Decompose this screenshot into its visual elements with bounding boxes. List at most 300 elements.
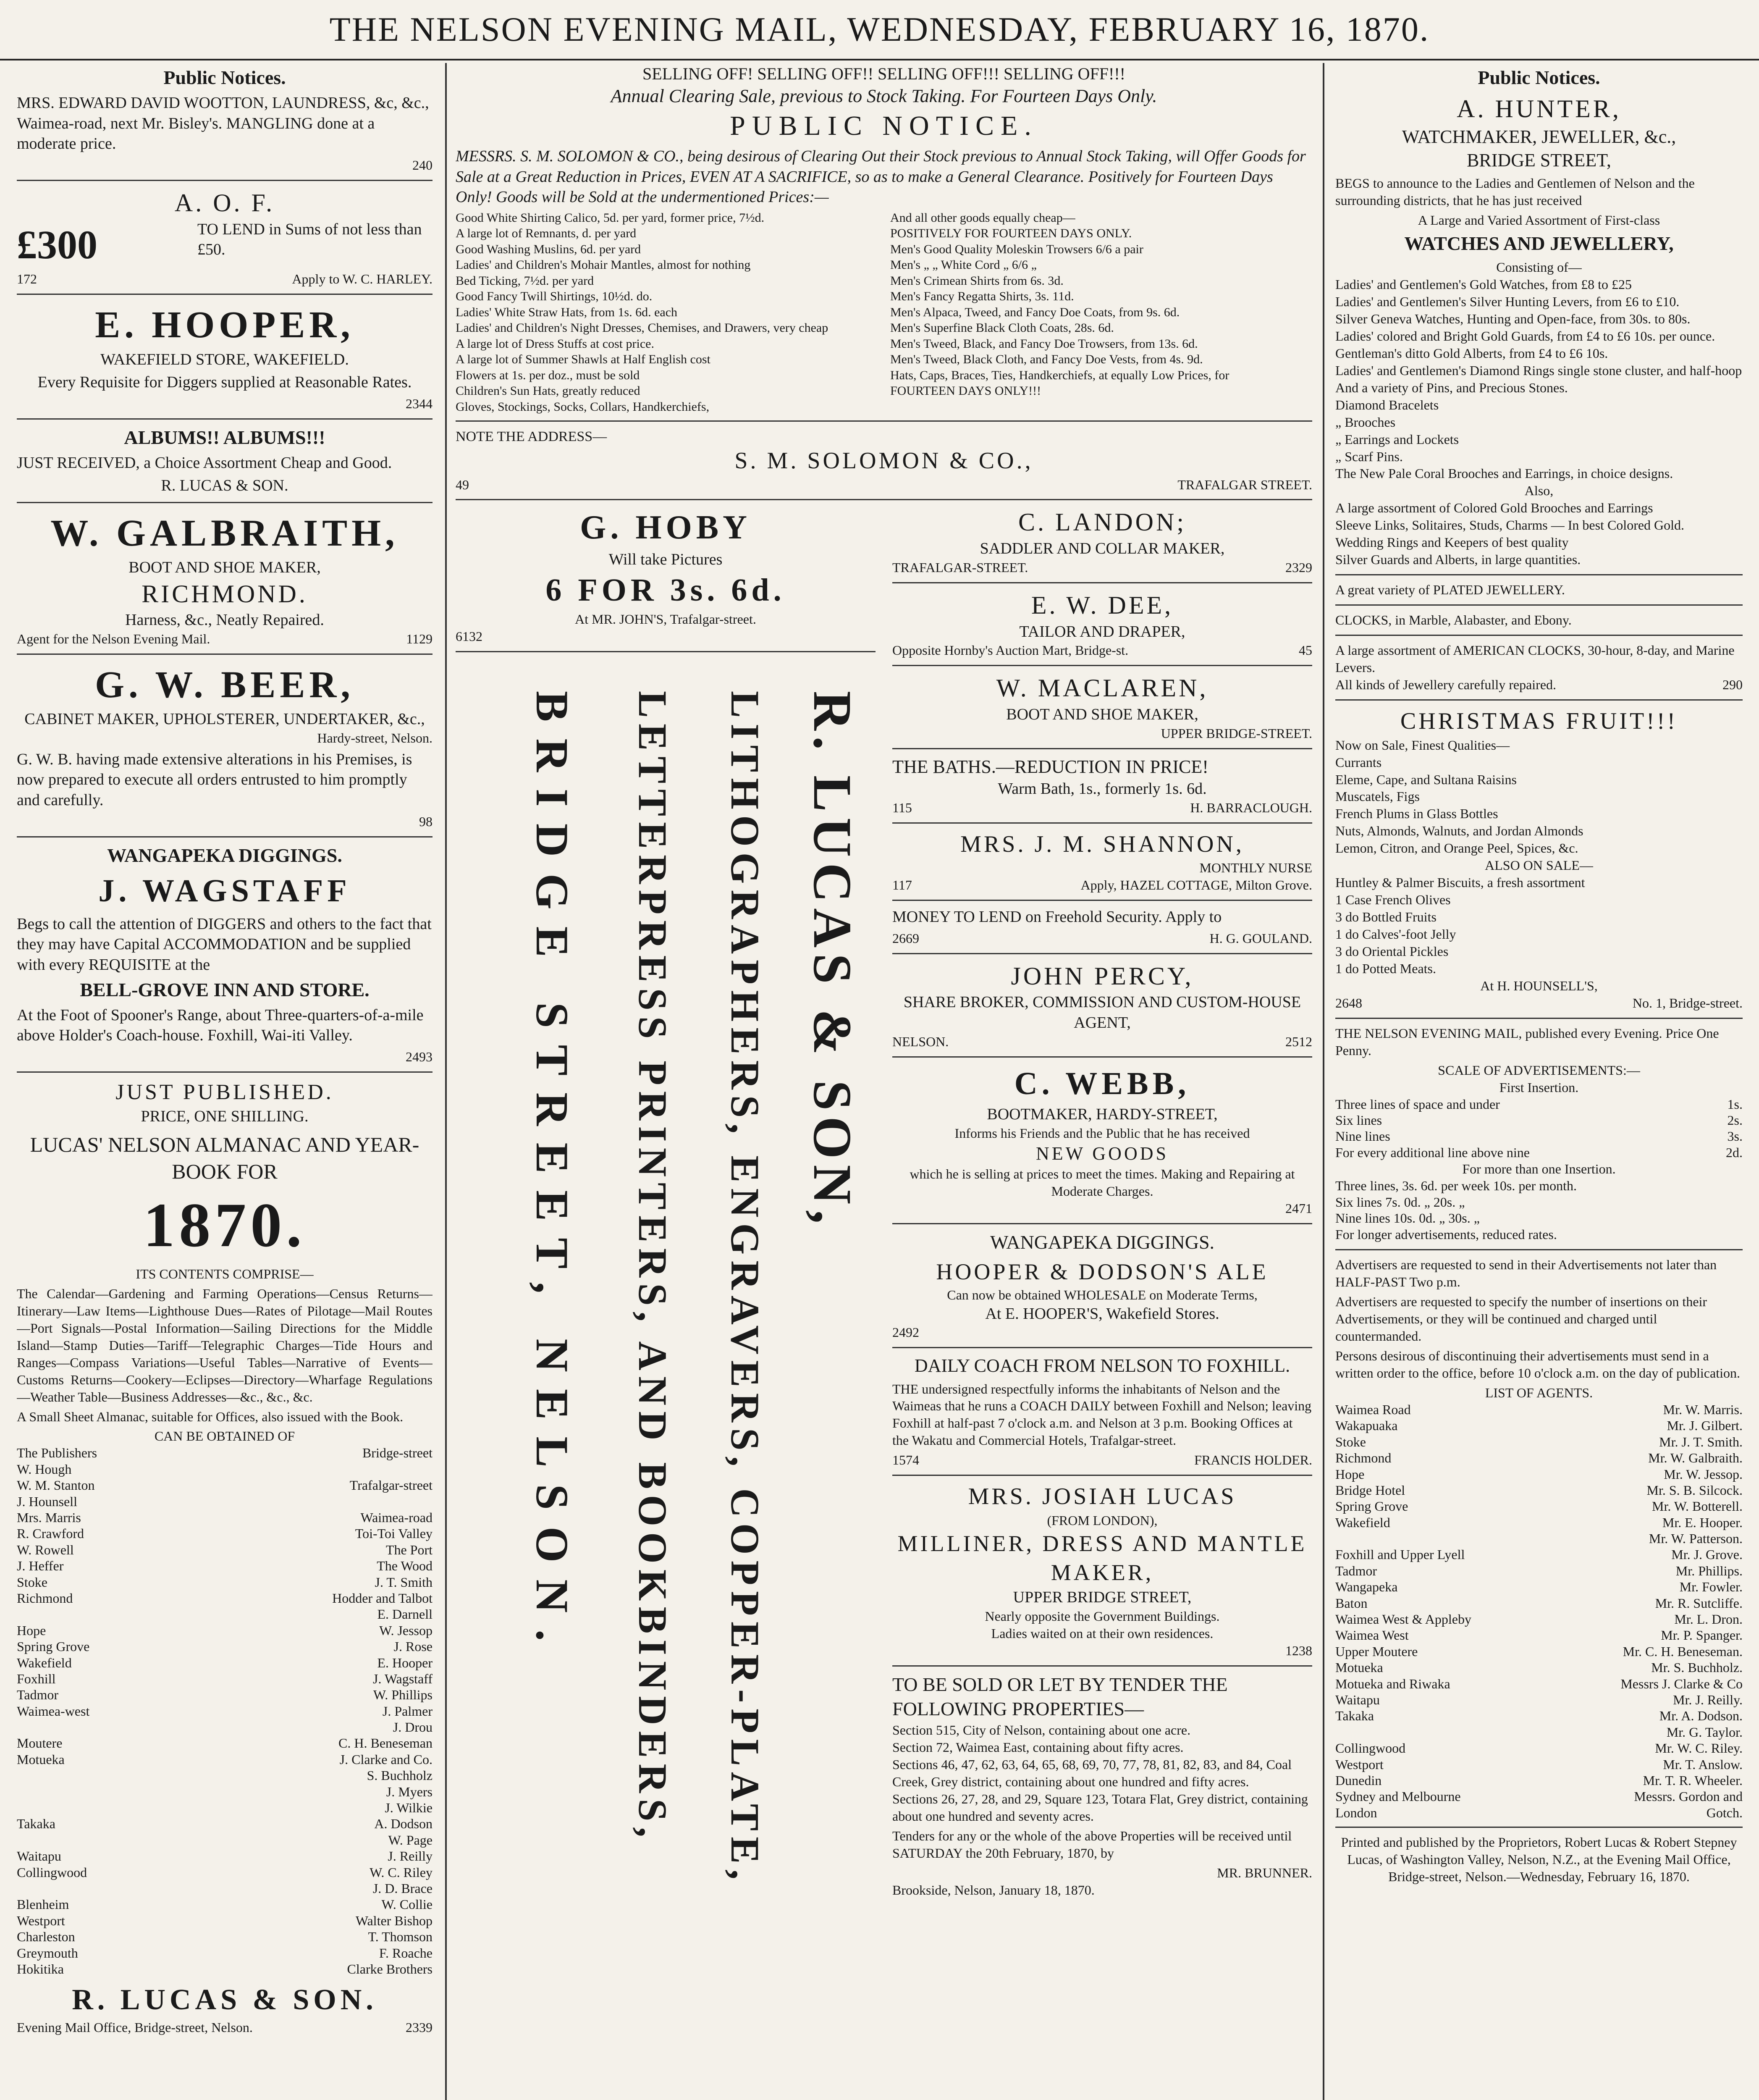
agent-row <box>1335 1805 1743 1821</box>
also: Also, <box>1524 483 1554 499</box>
agent-row <box>17 1703 433 1719</box>
shannon-trade: MONTHLY NURSE <box>1199 860 1312 876</box>
agent-row <box>17 1896 433 1912</box>
tender-text: Tenders for any or the whole of the above Properties will be received until SATURDAY the 20th February, 1870, by <box>892 1828 1292 1861</box>
maclaren-name: W. MACLAREN, <box>996 674 1208 702</box>
contents-heading: ITS CONTENTS COMPRISE— <box>136 1266 314 1281</box>
goods-left <box>456 210 878 415</box>
agent-row-key: Wangapeka <box>1335 1579 1398 1595</box>
agent-row-key: Westport <box>1335 1756 1384 1772</box>
sale-item: 1 do Potted Meats. <box>1335 961 1436 976</box>
agent-row-key: Sydney and Melbourne <box>1335 1789 1461 1804</box>
agent-row-key: Waimea-west <box>17 1703 90 1719</box>
landon-trade: SADDLER AND COLLAR MAKER, <box>980 540 1225 558</box>
lucas-footer <box>17 2019 433 2036</box>
goods-item: Men's Tweed, Black, and Fancy Doe Trowsers, from 13s. 6d. <box>890 336 1198 351</box>
divider <box>17 180 433 181</box>
divider <box>456 499 1312 500</box>
agent-row <box>1335 1676 1743 1692</box>
lucas-from: (FROM LONDON), <box>1047 1512 1158 1528</box>
american: A large assortment of AMERICAN CLOCKS, 30-hour, 8-day, and Marine Levers. <box>1335 643 1735 675</box>
agent-row-value: J. Wilkie <box>385 1800 433 1816</box>
agent-row-value: Bridge-street <box>362 1445 433 1461</box>
agent-row-key: R. Crawford <box>17 1526 84 1541</box>
lucas-signature: R. LUCAS & SON. <box>72 1984 377 2016</box>
baths-footer <box>892 799 1312 816</box>
agent-row-key: Blenheim <box>17 1897 69 1912</box>
agent-row-value: E. Darnell <box>377 1606 433 1622</box>
wootton-ad: MRS. EDWARD DAVID WOOTTON, LAUNDRESS, &c, &c., Waimea-road, next Mr. Bisley's. MANGLING done at a moderate price. <box>17 94 429 153</box>
notice3: Persons desirous of discontinuing their advertisements must send in a written order to the office, before 10 o'clock a.m. on the day of publication. <box>1335 1348 1740 1381</box>
agent-row <box>17 1800 433 1816</box>
agents-heading: LIST OF AGENTS. <box>1485 1385 1593 1400</box>
agent-row <box>17 1864 433 1880</box>
agent-row <box>1335 1482 1743 1498</box>
divider <box>1335 635 1743 636</box>
xmas-item: Nuts, Almonds, Walnuts, and Jordan Almonds <box>1335 823 1583 839</box>
scale-heading: SCALE OF ADVERTISEMENTS:— <box>1438 1062 1640 1078</box>
almanac-year: 1870. <box>143 1190 306 1260</box>
goods-item: Flowers at 1s. per doz., must be sold <box>456 368 640 382</box>
agent-list <box>1335 1402 1743 1821</box>
agent-row-key: Waitapu <box>1335 1692 1380 1707</box>
goods-item: Bed Ticking, 7½d. per yard <box>456 273 594 288</box>
hunter-street: BRIDGE STREET, <box>1467 150 1611 171</box>
agent-row <box>1335 1724 1743 1740</box>
agent-row-key: Moutere <box>17 1735 63 1751</box>
shannon-apply: Apply, HAZEL COTTAGE, Milton Grove. <box>1080 877 1312 893</box>
hooper-text: Every Requisite for Diggers supplied at Reasonable Rates. <box>37 373 412 391</box>
agent-row-key: Richmond <box>1335 1450 1392 1466</box>
agent-row <box>1335 1498 1743 1514</box>
agent-row-value: Mr. J. Reilly. <box>1673 1692 1743 1707</box>
agent-row-key: Baton <box>1335 1595 1368 1611</box>
divider <box>1335 604 1743 606</box>
vertical-line: R. LUCAS & SON, <box>802 691 862 1230</box>
agent-row <box>17 1848 433 1864</box>
galbraith-text: Harness, &c., Neatly Repaired. <box>125 611 324 629</box>
watch-item: Ladies' colored and Bright Gold Guards, from £4 to £6 10s. per ounce. <box>1335 328 1715 344</box>
agent-row <box>17 1477 433 1493</box>
agent-row-value: J. Wagstaff <box>373 1671 433 1686</box>
percy-name: JOHN PERCY, <box>1011 962 1194 990</box>
agent-row-key: Motueka <box>17 1751 65 1767</box>
agent-row <box>17 1542 433 1558</box>
xmas-item: Currants <box>1335 754 1382 770</box>
watch-items <box>1335 276 1743 482</box>
agent-row-key: Westport <box>17 1913 65 1928</box>
agent-row-key: The Publishers <box>17 1445 97 1461</box>
notice2: Advertisers are requested to specify the number of insertions on their Advertisements, or they will be continued and charged until countermanded. <box>1335 1294 1707 1344</box>
agent-row <box>17 1816 433 1832</box>
agent-row-value: Mr. T. Anslow. <box>1663 1756 1743 1772</box>
agent-row-key: Bridge Hotel <box>1335 1482 1405 1498</box>
ad-number: 2471 <box>1285 1200 1312 1216</box>
maclaren-street: UPPER BRIDGE-STREET. <box>1161 725 1312 741</box>
agent-row <box>17 1751 433 1767</box>
agent-row-key: W. Rowell <box>17 1542 74 1557</box>
albums-text: JUST RECEIVED, a Choice Assortment Cheap and Good. <box>17 454 392 472</box>
agent-row-value: Mr. W. Patterson. <box>1649 1531 1743 1546</box>
goods-item: Men's Alpaca, Tweed, and Fancy Doe Coats, from 9s. 6d. <box>890 305 1180 319</box>
hunter-name: A. HUNTER, <box>1457 94 1621 123</box>
agent-row-value: Mr. S. B. Silcock. <box>1646 1482 1743 1498</box>
gold-item: Wedding Rings and Keepers of best quality <box>1335 535 1569 550</box>
agent-row-key: J. Heffer <box>17 1558 64 1574</box>
divider <box>892 748 1312 749</box>
watch-item: Silver Geneva Watches, Hunting and Open-face, from 30s. to 80s. <box>1335 311 1691 326</box>
agent-row-value: W. C. Riley <box>370 1864 433 1880</box>
ad-number: 290 <box>1722 677 1743 692</box>
agent-row <box>1335 1563 1743 1579</box>
ale-name: HOOPER & DODSON'S ALE <box>936 1259 1269 1284</box>
hoby-text: Will take Pictures <box>608 550 723 568</box>
note-address: NOTE THE ADDRESS— <box>456 429 607 445</box>
agent-row <box>17 1719 433 1735</box>
agent-row-value: Mr. J. T. Smith. <box>1659 1434 1743 1449</box>
agent-row <box>1335 1659 1743 1675</box>
wagstaff-inn: BELL-GROVE INN AND STORE. <box>80 979 370 1000</box>
dee-footer <box>892 642 1312 659</box>
agent-row-key: Wakefield <box>1335 1515 1390 1530</box>
watches-heading: WATCHES AND JEWELLERY, <box>1404 233 1674 255</box>
webb-name: C. WEBB, <box>1014 1066 1190 1101</box>
agent-row-key: W. M. Stanton <box>17 1478 95 1493</box>
agent-row <box>1335 1611 1743 1627</box>
wagstaff-name: J. WAGSTAFF <box>98 873 351 908</box>
divider <box>892 1223 1312 1224</box>
watch-item: Ladies' and Gentlemen's Gold Watches, from £8 to £25 <box>1335 276 1632 292</box>
agent-row <box>17 1638 433 1654</box>
aof-amount: £300 <box>17 222 97 267</box>
agent-row-value: Mr. E. Hooper. <box>1662 1515 1743 1530</box>
rate-row <box>1335 1128 1743 1144</box>
agent-row-key: Greymouth <box>17 1945 78 1961</box>
xmas-item: French Plums in Glass Bottles <box>1335 806 1498 822</box>
annual-sale: Annual Clearing Sale, previous to Stock Taking. For Fourteen Days Only. <box>611 86 1157 107</box>
repaired: All kinds of Jewellery carefully repaired. <box>1335 677 1557 692</box>
galbraith-agent: Agent for the Nelson Evening Mail. <box>17 631 210 647</box>
agent-row-key: Collingwood <box>1335 1740 1406 1756</box>
agent-row <box>17 1929 433 1945</box>
agent-row-key: Foxhill <box>17 1671 56 1686</box>
xmas-item: Muscatels, Figs <box>1335 789 1420 804</box>
clocks: CLOCKS, in Marble, Alabaster, and Ebony. <box>1335 612 1572 628</box>
watch-item: And a variety of Pins, and Precious Stones. <box>1335 380 1568 395</box>
ad-number: 6132 <box>456 628 482 644</box>
divider <box>17 502 433 503</box>
hoby-at: At MR. JOHN'S, Trafalgar-street. <box>575 611 756 627</box>
agent-row-value: J. Myers <box>386 1784 433 1799</box>
landon-footer <box>892 559 1312 576</box>
divider <box>17 1071 433 1073</box>
wagstaff-loc: At the Foot of Spooner's Range, about Three-quarters-of-a-mile above Holder's Coach-house. Foxhill, Wai-iti Valley. <box>17 1006 424 1045</box>
notice1: Advertisers are requested to send in their Advertisements not later than HALF-PAST Two p.m. <box>1335 1257 1717 1290</box>
baths-heading: THE BATHS.—REDUCTION IN PRICE! <box>892 756 1208 777</box>
hunter-intro2: A Large and Varied Assortment of First-class <box>1418 213 1660 228</box>
agent-row-value: J. Rose <box>393 1639 433 1654</box>
agent-row <box>17 1590 433 1606</box>
rate-row-key: Three lines, 3s. 6d. per week 10s. per month. <box>1335 1178 1577 1194</box>
agent-row-value: Mr. J. Gilbert. <box>1667 1418 1743 1433</box>
sale-item: Huntley & Palmer Biscuits, a fresh assortment <box>1335 875 1585 890</box>
agent-row-key: Foxhill and Upper Lyell <box>1335 1547 1465 1562</box>
hounsell-at: At H. HOUNSELL'S, <box>1480 978 1598 993</box>
agent-row-value: W. Page <box>388 1832 433 1848</box>
sale-item: 3 do Oriental Pickles <box>1335 944 1449 959</box>
lower-split <box>456 506 1312 2100</box>
watch-item: „ Scarf Pins. <box>1335 449 1403 464</box>
agent-row-value: The Port <box>385 1542 433 1557</box>
hounsell-addr: No. 1, Bridge-street. <box>1632 995 1743 1011</box>
webb-text1: Informs his Friends and the Public that he has received <box>954 1125 1250 1141</box>
goods-item: FOURTEEN DAYS ONLY!!! <box>890 384 1041 398</box>
rate-row-value: 3s. <box>1727 1129 1743 1144</box>
watch-item: Gentleman's ditto Gold Alberts, from £4 to £6 10s. <box>1335 345 1608 361</box>
sale-items <box>1335 874 1743 977</box>
goods-item: Ladies' and Children's Night Dresses, Chemises, and Drawers, very cheap <box>456 321 828 335</box>
agent-row-key: J. Hounsell <box>17 1494 77 1509</box>
gold-item: A large assortment of Colored Gold Brooches and Earrings <box>1335 500 1653 516</box>
agent-row-key: Waimea Road <box>1335 1402 1411 1417</box>
coach-footer <box>892 1452 1312 1469</box>
ad-number: 2648 <box>1335 995 1362 1011</box>
agent-row <box>17 1880 433 1896</box>
agent-row-value: Mr. T. R. Wheeler. <box>1643 1772 1743 1788</box>
published-heading: JUST PUBLISHED. <box>115 1080 334 1104</box>
selling-heading: SELLING OFF! SELLING OFF!! SELLING OFF!!! SELLING OFF!!! <box>642 64 1125 83</box>
rate-row-key: For every additional line above nine <box>1335 1144 1530 1160</box>
agent-row-value: W. Phillips <box>373 1687 433 1703</box>
column-rule <box>1323 63 1324 2100</box>
agent-row <box>17 1961 433 1977</box>
ale-at: At E. HOOPER'S, Wakefield Stores. <box>985 1305 1219 1323</box>
rate-row <box>1335 1194 1743 1210</box>
agent-row-value: T. Thomson <box>368 1929 433 1945</box>
agent-row <box>17 1622 433 1638</box>
xmas-items <box>1335 754 1743 857</box>
rate-row <box>1335 1178 1743 1194</box>
vertical-line: LETTERPRESS PRINTERS, AND BOOKBINDERS, <box>630 691 675 1843</box>
xmas-sale: Now on Sale, Finest Qualities— <box>1335 737 1510 753</box>
agent-row-key: W. Hough <box>17 1461 72 1477</box>
agent-row <box>17 1913 433 1929</box>
tender-section: Sections 46, 47, 62, 63, 64, 65, 68, 69, 70, 77, 78, 81, 82, 83, and 84, Coal Creek, Grey district, containing about one hundred and fifty acres. <box>892 1757 1292 1790</box>
galbraith-trade: BOOT AND SHOE MAKER, <box>128 559 321 577</box>
public-notice: PUBLIC NOTICE. <box>730 110 1038 141</box>
agent-row-key: Tadmor <box>1335 1563 1377 1578</box>
agent-row-key: Waimea West & Appleby <box>1335 1612 1471 1627</box>
vertical-line: LITHOGRAPHERS, ENGRAVERS, COPPER-PLATE, <box>723 691 768 1886</box>
xmas-heading: CHRISTMAS FRUIT!!! <box>1400 708 1678 734</box>
goods-item: Ladies' and Children's Mohair Mantles, almost for nothing <box>456 258 751 272</box>
agent-row <box>1335 1402 1743 1418</box>
agent-row-value: J. D. Brace <box>372 1880 433 1896</box>
agent-row-value: Mr. P. Spanger. <box>1661 1628 1743 1643</box>
divider <box>1335 1018 1743 1019</box>
agent-row <box>17 1461 433 1477</box>
divider <box>17 654 433 655</box>
agent-row-value: Mr. J. Grove. <box>1671 1547 1743 1562</box>
lucas-loc: Nearly opposite the Government Buildings. <box>985 1608 1220 1624</box>
agent-row <box>1335 1756 1743 1772</box>
agent-row <box>1335 1772 1743 1788</box>
divider <box>17 418 433 420</box>
agent-row-key: Stoke <box>17 1574 47 1590</box>
rate-row <box>1335 1112 1743 1128</box>
agent-row-value: J. T. Smith <box>375 1574 433 1590</box>
ad-number: 1574 <box>892 1452 919 1468</box>
agent-row-key: Motueka and Riwaka <box>1335 1676 1450 1691</box>
lucas-vertical-ad <box>456 691 876 2100</box>
ad-number: 2492 <box>892 1325 919 1340</box>
agent-row-value: C. H. Beneseman <box>338 1735 433 1751</box>
rates-first <box>1335 1096 1743 1161</box>
agent-row-value: Mr. C. H. Beneseman. <box>1623 1643 1743 1659</box>
coach-heading: DAILY COACH FROM NELSON TO FOXHILL. <box>914 1355 1290 1376</box>
tender-section: Section 72, Waimea East, containing about fifty acres. <box>892 1740 1184 1755</box>
landon-street: TRAFALGAR-STREET. <box>892 559 1028 575</box>
agent-row-value: Mr. W. C. Riley. <box>1655 1740 1743 1756</box>
agent-row-key: Richmond <box>17 1590 73 1606</box>
divider <box>892 1056 1312 1058</box>
agent-row <box>17 1558 433 1574</box>
aof-apply: Apply to W. C. HARLEY. <box>292 271 433 287</box>
ad-number: 2512 <box>1285 1034 1312 1049</box>
maclaren-trade: BOOT AND SHOE MAKER, <box>1006 706 1198 724</box>
percy-place: NELSON. <box>892 1034 949 1049</box>
sale-item: 1 Case French Olives <box>1335 892 1451 908</box>
rate-row-key: Three lines of space and under <box>1335 1096 1500 1112</box>
rate-row <box>1335 1210 1743 1226</box>
agent-row <box>17 1445 433 1461</box>
agent-row-key: Hope <box>17 1622 46 1638</box>
webb-text2: which he is selling at prices to meet the times. Making and Repairing at Moderate Charges. <box>910 1166 1295 1199</box>
albums-by: R. LUCAS & SON. <box>161 477 288 495</box>
column-left <box>17 63 433 2100</box>
shannon-footer <box>892 877 1312 894</box>
column-middle <box>456 63 1312 2100</box>
agent-row-key: Tadmor <box>17 1687 59 1703</box>
agent-row-value: J. Clarke and Co. <box>339 1751 433 1767</box>
goods-item: Men's Crimean Shirts from 6s. 3d. <box>890 273 1064 288</box>
galbraith-name: W. GALBRAITH, <box>50 512 399 554</box>
wangapeka-heading: WANGAPEKA DIGGINGS. <box>990 1231 1215 1253</box>
rate-row-value: 2s. <box>1727 1113 1743 1128</box>
divider <box>456 651 876 652</box>
goods-item: Good White Shirting Calico, 5d. per yard, former price, 7½d. <box>456 210 765 225</box>
agent-row-value: Mr. R. Sutcliffe. <box>1655 1595 1743 1611</box>
rates-more <box>1335 1178 1743 1226</box>
ad-number: 45 <box>1299 643 1312 658</box>
agent-row-value: A. Dodson <box>374 1816 433 1832</box>
agent-row <box>1335 1466 1743 1482</box>
aof-footer <box>17 270 433 288</box>
shannon-name: MRS. J. M. SHANNON, <box>960 831 1244 857</box>
hoby-price: 6 FOR 3s. 6d. <box>545 572 786 608</box>
agent-row-value: Messrs J. Clarke & Co <box>1620 1676 1743 1691</box>
agent-row-key: Hokitika <box>17 1961 64 1977</box>
agent-row-value: E. Hooper <box>377 1655 433 1670</box>
divider <box>892 822 1312 824</box>
watch-item: Diamond Bracelets <box>1335 397 1439 412</box>
solomon-footer <box>456 476 1312 494</box>
ad-number: 98 <box>419 814 433 829</box>
agent-row-key: Hope <box>1335 1466 1365 1482</box>
ad-number: 1129 <box>406 631 433 647</box>
agent-row-key: Takaka <box>17 1816 55 1832</box>
agent-row-value: S. Buchholz <box>367 1768 433 1783</box>
published-price: PRICE, ONE SHILLING. <box>141 1108 309 1126</box>
rate-row-value: 2d. <box>1726 1144 1743 1160</box>
tender-sections <box>892 1722 1312 1825</box>
divider <box>892 582 1312 583</box>
agent-row-value: Gotch. <box>1706 1805 1743 1820</box>
agent-row <box>1335 1627 1743 1643</box>
hunter-intro: BEGS to announce to the Ladies and Gentlemen of Nelson and the surrounding districts, that he has just received <box>1335 176 1695 208</box>
landon-name: C. LANDON; <box>1018 508 1186 536</box>
left-half <box>456 506 876 1886</box>
agent-row <box>17 1687 433 1703</box>
money-footer <box>892 930 1312 947</box>
ad-number: 2493 <box>406 1049 433 1064</box>
contents-text: The Calendar—Gardening and Farming Operations—Census Returns—Itinerary—Law Items—Lighthouse Dues—Rates of Pilotage—Mail Routes—Port Signals—Postal Information—Sailing Directions for the Middle Island—Stamp Duties—Tariff—Telegraphic Charges—Tide Hours and Ranges—Compass Variations—Useful Tables—Narrative of Events—Customs Returns—Cookery—Eclipses—Directory—Wharfage Regulations—Weather Table—Business Addresses—&c., &c., &c. <box>17 1286 433 1404</box>
agent-row-key: Dunedin <box>1335 1772 1382 1788</box>
lucas-name: MRS. JOSIAH LUCAS <box>968 1483 1237 1510</box>
percy-trade: SHARE BROKER, COMMISSION AND CUSTOM-HOUSE AGENT, <box>903 993 1301 1032</box>
rate-row-key: Six lines <box>1335 1113 1382 1128</box>
goods-item: Ladies' White Straw Hats, from 1s. 6d. each <box>456 305 678 319</box>
agent-row <box>17 1509 433 1525</box>
divider <box>1335 1827 1743 1828</box>
lucas-trade: MILLINER, DRESS AND MANTLE MAKER, <box>897 1530 1307 1585</box>
goods-item: Men's Superfine Black Cloth Coats, 28s. 6d. <box>890 321 1114 335</box>
agent-row <box>1335 1579 1743 1595</box>
sheet-text: A Small Sheet Almanac, suitable for Offices, also issued with the Book. <box>17 1409 404 1424</box>
divider <box>17 836 433 837</box>
mail-text: THE NELSON EVENING MAIL, published every Evening. Price One Penny. <box>1335 1025 1719 1058</box>
agent-row-value: Messrs. Gordon and <box>1634 1789 1743 1804</box>
goods-item: Men's Good Quality Moleskin Trowsers 6/6 a pair <box>890 242 1143 256</box>
agent-row-value: Mr. Phillips. <box>1675 1563 1743 1578</box>
agent-row-key: Spring Grove <box>1335 1499 1408 1514</box>
agent-row-key: London <box>1335 1805 1377 1820</box>
divider <box>1335 699 1743 701</box>
gold-item: Sleeve Links, Solitaires, Studs, Charms — In best Colored Gold. <box>1335 517 1685 533</box>
gold-item: Silver Guards and Alberts, in large quantities. <box>1335 552 1581 567</box>
agent-row <box>1335 1692 1743 1708</box>
imprint: Printed and published by the Proprietors, Robert Lucas & Robert Stepney Lucas, of Washington Valley, Nelson, N.Z., at the Evening Mail Office, Bridge-street, Nelson.—Wednesday, February 16, 1870. <box>1341 1835 1737 1885</box>
agent-row <box>17 1945 433 1961</box>
agent-row <box>1335 1595 1743 1611</box>
agent-row-value: Mr. W. Galbraith. <box>1648 1450 1743 1466</box>
agent-row-value: Trafalgar-street <box>349 1478 433 1493</box>
baths-text: Warm Bath, 1s., formerly 1s. 6d. <box>998 780 1207 798</box>
column-right <box>1335 63 1743 2100</box>
goods-item: Hats, Caps, Braces, Ties, Handkerchiefs, at equally Low Prices, for <box>890 368 1229 382</box>
goods-item: Men's Tweed, Black Cloth, and Fancy Doe Vests, from 4s. 9d. <box>890 352 1203 367</box>
goods-item: Good Washing Muslins, 6d. per yard <box>456 242 641 256</box>
watch-item: „ Earrings and Lockets <box>1335 431 1459 447</box>
also-sale: ALSO ON SALE— <box>1485 858 1593 873</box>
beer-name: G. W. BEER, <box>95 664 354 706</box>
agent-row-key: Waimea West <box>1335 1628 1409 1643</box>
divider <box>1335 574 1743 575</box>
goods-item: A large lot of Dress Stuffs at cost price. <box>456 336 654 351</box>
ad-number: 2669 <box>892 930 919 946</box>
dee-trade: TAILOR AND DRAPER, <box>1019 622 1185 640</box>
agent-row-value: F. Roache <box>379 1945 433 1961</box>
